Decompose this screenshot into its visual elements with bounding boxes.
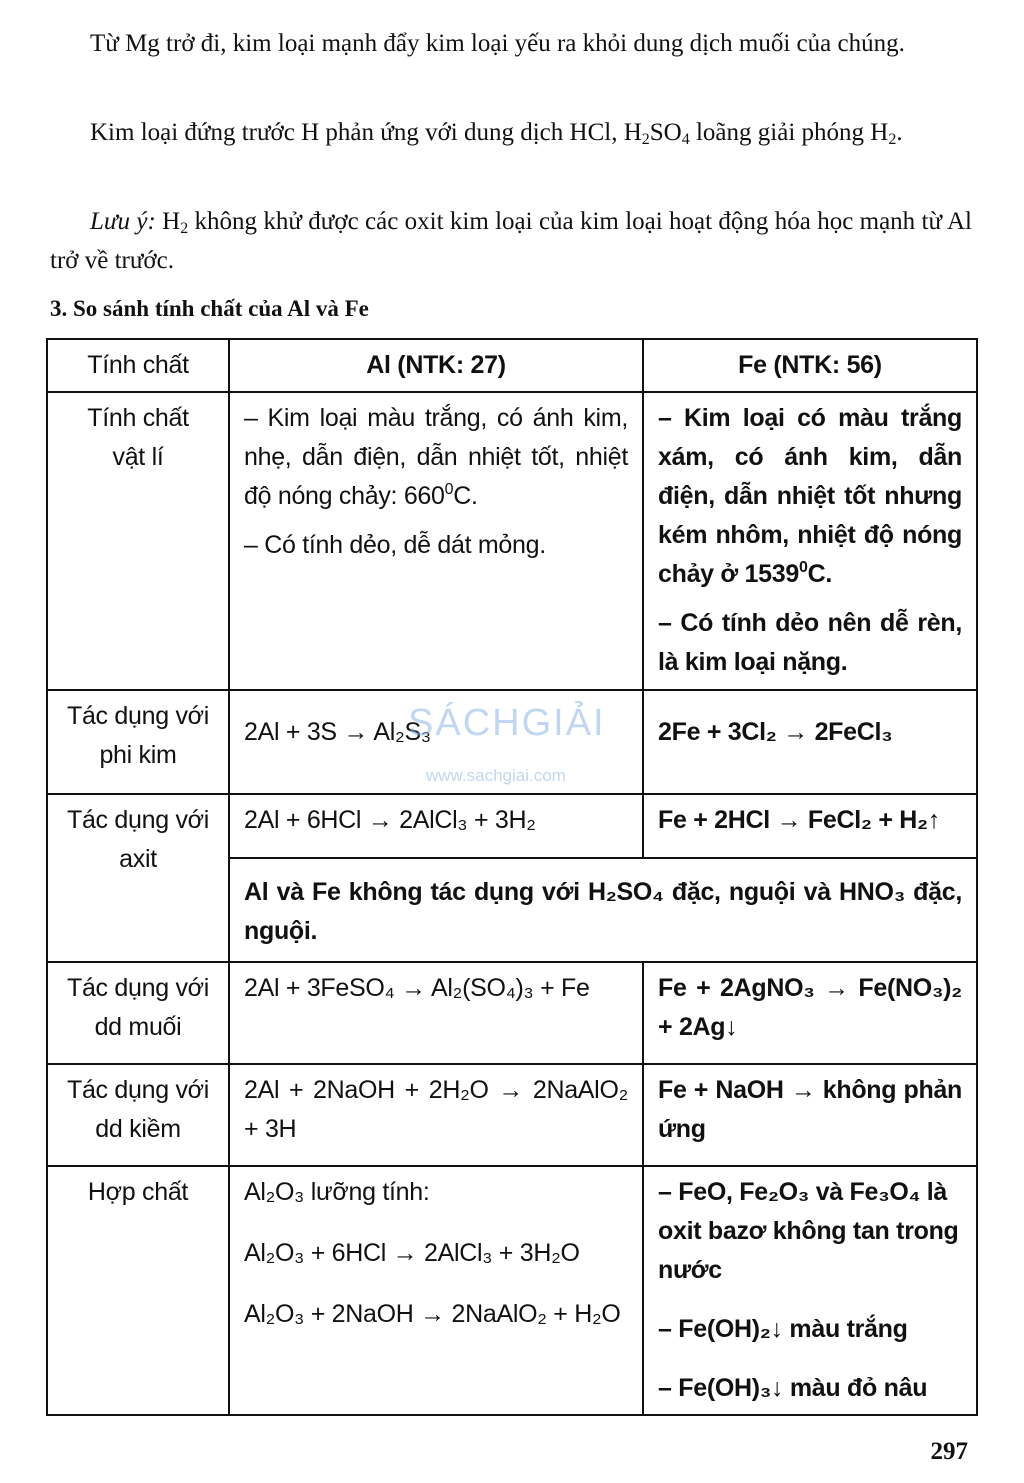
table-row-physical (47, 392, 977, 690)
fe-base-equation: Fe + NaOH → không phản ứng (658, 1076, 962, 1143)
fe-cell (643, 392, 977, 690)
row-label (47, 1166, 229, 1415)
row-label (47, 690, 229, 794)
table-header-row (47, 339, 977, 392)
fe-compound-2: – Fe(OH)₂↓ màu trắng (658, 1315, 908, 1343)
al-physical-1 (244, 399, 628, 516)
page-number: 297 (930, 1438, 968, 1465)
paragraph-note (50, 202, 972, 280)
subscript: 4 (681, 131, 690, 148)
al-cell (229, 1064, 643, 1166)
table-row-salt (47, 962, 977, 1064)
header-property: Tính chất (47, 339, 229, 392)
header-fe (643, 339, 977, 392)
header-al (229, 339, 643, 392)
fe-physical-1-end: C. (807, 560, 832, 588)
row-label-line: axit (119, 845, 157, 873)
al-cell (229, 690, 643, 794)
fe-cell (643, 1064, 977, 1166)
acid-note: Al và Fe không tác dụng với H₂SO₄ đặc, nguội và HNO₃ đặc, nguội. (244, 878, 962, 945)
al-acid-equation: 2Al + 6HCl → 2AlCl₃ + 3H₂ (244, 806, 536, 834)
watermark-url: www.sachgiai.com (426, 766, 566, 785)
comparison-table (46, 338, 978, 1416)
fe-physical-1-text: – Kim loại có màu trắng xám, có ánh kim, dẫn điện, dẫn nhiệt tốt nhưng kém nhôm, nhiệt độ nóng chảy ở 1539 (658, 404, 962, 588)
row-label (47, 392, 229, 690)
fe-compound-3: – Fe(OH)₃↓ màu đỏ nâu (658, 1374, 928, 1402)
acid-note-cell (229, 858, 977, 962)
fe-nonmetal-equation: 2Fe + 3Cl₂ → 2FeCl₃ (658, 718, 893, 746)
row-label-line: vật lí (112, 443, 164, 471)
fe-physical-2: – Có tính dẻo nên dễ rèn, là kim loại nặng. (658, 609, 962, 676)
table-row-acid (47, 794, 977, 858)
superscript: 0 (444, 481, 454, 498)
al-compound-2: Al₂O₃ + 6HCl → 2AlCl₃ + 3H₂O (244, 1239, 580, 1267)
header-fe-text: Fe (NTK: 56) (738, 351, 882, 379)
table-row-compound (47, 1166, 977, 1415)
al-compound-1: Al₂O₃ lưỡng tính: (244, 1178, 430, 1206)
paragraph-acid-text-4: . (896, 119, 903, 146)
row-label-line: Tác dụng với (66, 702, 210, 730)
row-label (47, 962, 229, 1064)
al-physical-1-end: C. (453, 482, 478, 510)
paragraph-acid (50, 113, 972, 152)
al-physical-2: – Có tính dẻo, dễ dát mỏng. (244, 531, 546, 559)
paragraph-note-text-2: không khử được các oxit kim loại của kim loại hoạt động hóa học mạnh từ Al trở về trước. (50, 208, 972, 274)
row-label-line: phi kim (99, 741, 177, 769)
row-label (47, 1064, 229, 1166)
paragraph-mg-text: Từ Mg trở đi, kim loại mạnh đẩy kim loại yếu ra khỏi dung dịch muối của chúng. (90, 30, 905, 57)
row-label-line: Tác dụng với (66, 974, 210, 1002)
al-cell (229, 962, 643, 1064)
al-salt-equation: 2Al + 3FeSO₄ → Al₂(SO₄)₃ + Fe (244, 974, 590, 1002)
row-label-line: dd kiềm (95, 1115, 181, 1143)
al-cell (229, 1166, 643, 1415)
paragraph-acid-text-2: SO (649, 119, 682, 146)
al-base-equation: 2Al + 2NaOH + 2H₂O → 2NaAlO₂ + 3H (244, 1076, 628, 1143)
section-heading: 3. So sánh tính chất của Al và Fe (50, 296, 369, 321)
subscript: 2 (641, 131, 650, 148)
paragraph-mg (50, 24, 972, 63)
row-label-line: Tác dụng với (66, 1076, 210, 1104)
table-row-nonmetal (47, 690, 977, 794)
paragraph-acid-text-3: loãng giải phóng H (689, 119, 889, 146)
fe-physical-1 (658, 399, 962, 594)
row-label-line: dd muối (94, 1013, 182, 1041)
subscript: 2 (888, 131, 897, 148)
superscript: 0 (798, 559, 808, 576)
fe-compound-1: – FeO, Fe₂O₃ và Fe₃O₄ là oxit bazơ không tan trong nước (658, 1178, 959, 1284)
row-label-line: Tác dụng với (66, 806, 210, 834)
fe-cell (643, 1166, 977, 1415)
table-row-base (47, 1064, 977, 1166)
al-compound-3: Al₂O₃ + 2NaOH → 2NaAlO₂ + H₂O (244, 1300, 621, 1328)
al-physical-1-text: – Kim loại màu trắng, có ánh kim, nhẹ, dẫn điện, dẫn nhiệt tốt, nhiệt độ nóng chảy: 660 (244, 404, 628, 510)
al-nonmetal-equation: 2Al + 3S → Al₂S₃ (244, 718, 431, 746)
paragraph-note-text-1: H (155, 208, 181, 235)
al-cell (229, 392, 643, 690)
note-label: Lưu ý: (90, 208, 156, 235)
row-label-line: Hợp chất (87, 1178, 189, 1206)
watermark-logo: SÁCHGIẢI (408, 702, 606, 744)
header-al-text: Al (NTK: 27) (366, 351, 506, 379)
fe-cell (643, 962, 977, 1064)
fe-acid-equation: Fe + 2HCl → FeCl₂ + H₂↑ (658, 806, 941, 834)
fe-salt-equation: Fe + 2AgNO₃ → Fe(NO₃)₂ + 2Ag↓ (658, 974, 962, 1041)
subscript: 2 (180, 220, 189, 237)
paragraph-acid-text-1: Kim loại đứng trước H phản ứng với dung dịch HCl, H (90, 119, 642, 146)
row-label (47, 794, 229, 962)
row-label-line: Tính chất (87, 404, 189, 432)
fe-cell (643, 794, 977, 858)
al-cell (229, 794, 643, 858)
fe-cell (643, 690, 977, 794)
